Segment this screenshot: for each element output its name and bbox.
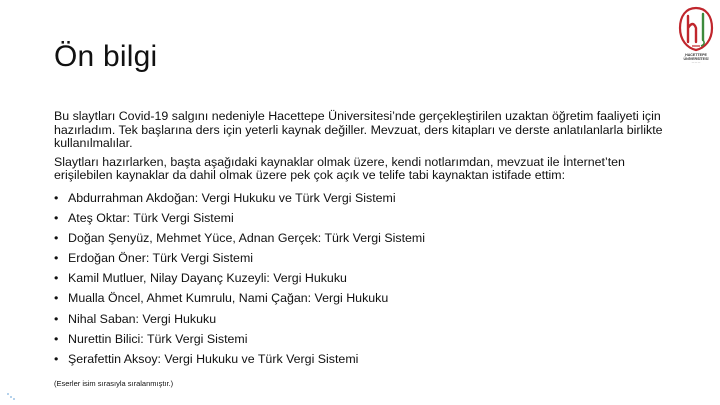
bullet-icon: • <box>54 190 59 205</box>
sources-list <box>54 188 674 370</box>
bullet-icon: • <box>54 311 59 326</box>
list-item: • Nihal Saban: Vergi Hukuku <box>54 309 674 329</box>
sources-paragraph: Slaytları hazırlarken, başta aşağıdaki kaynaklar olmak üzere, kendi notlarımdan, mevzuat ile İnternet’ten erişilebilen kaynaklar da dahil olmak üzere pek çok açık ve telife tabi kaynaktan istifade ettim: <box>54 154 625 182</box>
footnote: (Eserler isim sırasıyla sıralanmıştır.) <box>54 379 174 388</box>
list-item: • Ateş Oktar: Türk Vergi Sistemi <box>54 208 674 228</box>
list-item: • Kamil Mutluer, Nilay Dayanç Kuzeyli: Vergi Hukuku <box>54 268 674 288</box>
list-item: • Mualla Öncel, Ahmet Kumrulu, Nami Çağan: Vergi Hukuku <box>54 288 674 308</box>
bullet-icon: • <box>54 352 59 366</box>
bullet-icon: • <box>54 251 59 266</box>
bullet-icon: • <box>54 291 59 306</box>
list-item: • Abdurrahman Akdoğan: Vergi Hukuku ve Türk Vergi Sistemi <box>54 188 674 208</box>
university-logo <box>676 6 716 74</box>
intro-paragraph: Bu slaytları Covid-19 salgını nedeniyle Hacettepe Üniversitesi’nde gerçekleştirilen uzaktan öğretim faaliyeti için hazırladım. Tek başlarına ders için yeterli kaynak değiller. Mevzuat, ders kitapları ve derste anlatılanlarla birlikte kullanılmalılar. <box>54 109 663 150</box>
slide-corner-icon <box>4 388 18 402</box>
logo-wordmark: HACETTEPE ÜNİVERSİTESİ <box>683 53 709 61</box>
logo-tagline: — — — <box>691 61 701 64</box>
list-item: • Erdoğan Öner: Türk Vergi Sistemi <box>54 248 674 268</box>
list-item: • Doğan Şenyüz, Mehmet Yüce, Adnan Gerçek: Türk Vergi Sistemi <box>54 228 674 248</box>
bullet-icon: • <box>54 230 59 245</box>
logo-emblem-icon <box>676 6 716 52</box>
list-item: • Nurettin Bilici: Türk Vergi Sistemi <box>54 329 674 349</box>
slide-body <box>54 110 674 369</box>
bullet-icon: • <box>54 331 59 346</box>
slide-title: Ön bilgi <box>54 40 158 73</box>
bullet-icon: • <box>54 271 59 286</box>
list-item: • Şerafettin Aksoy: Vergi Hukuku ve Türk Vergi Sistemi <box>54 349 674 369</box>
bullet-icon: • <box>54 210 59 225</box>
